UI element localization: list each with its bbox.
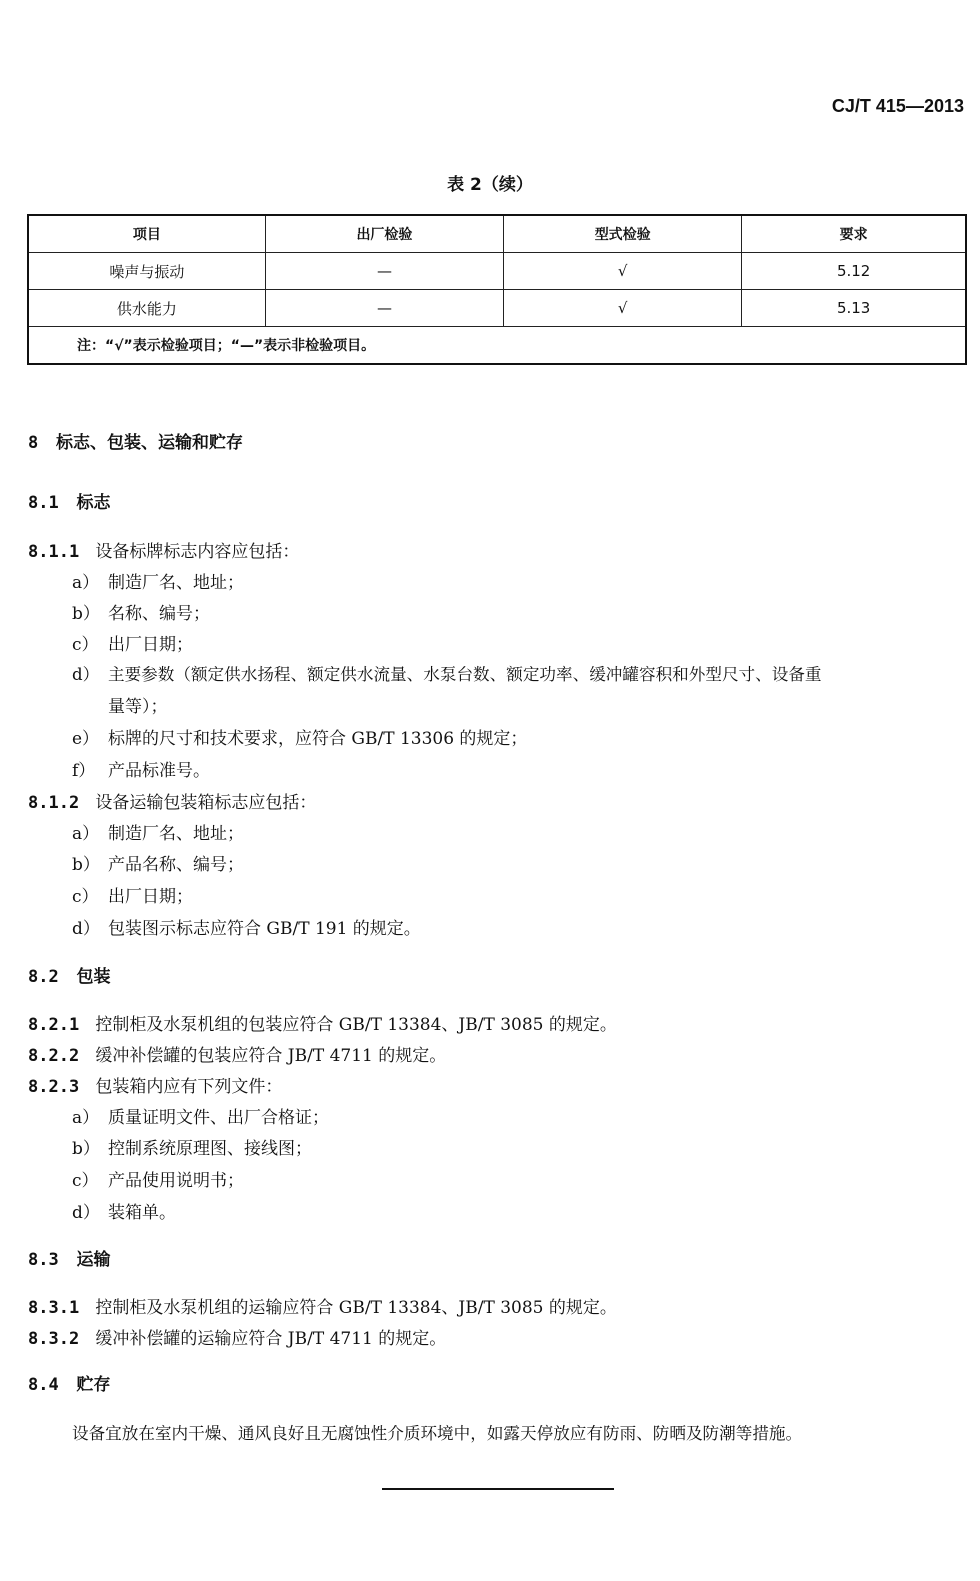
clause-8-2-3: 8.2.3 包装箱内应有下列文件： [28, 1077, 283, 1097]
end-rule [382, 1488, 614, 1490]
section-8-2-heading: 8.2 包装 [28, 967, 111, 987]
list-item: d） 装箱单。 [72, 1203, 176, 1223]
table-title: 表 2（续） [447, 175, 533, 195]
clause-8-1-1: 8.1.1 设备标牌标志内容应包括： [28, 542, 300, 562]
list-item: b） 名称、编号； [72, 604, 210, 624]
section-8-1-heading: 8.1 标志 [28, 493, 111, 513]
clause-8-3-2: 8.3.2 缓冲补偿罐的运输应符合 JB/T 4711 的规定。 [28, 1329, 447, 1349]
table-note: 注：“√”表示检验项目；“—”表示非检验项目。 [28, 327, 966, 365]
clause-8-1-2: 8.1.2 设备运输包装箱标志应包括： [28, 793, 317, 813]
section-8-heading: 8 标志、包装、运输和贮存 [28, 433, 244, 453]
table-cell: 噪声与振动 [28, 253, 265, 290]
table-cell: — [265, 253, 503, 290]
list-item: b） 控制系统原理图、接线图； [72, 1139, 312, 1159]
table-cell: √ [504, 253, 742, 290]
table-row [28, 253, 966, 290]
table-header-row [28, 215, 966, 253]
list-item: a） 制造厂名、地址； [72, 573, 244, 593]
table-header-cell: 项目 [28, 215, 265, 253]
table-header-cell: 型式检验 [504, 215, 742, 253]
section-8-4-heading: 8.4 贮存 [28, 1375, 111, 1395]
list-item: c） 产品使用说明书； [72, 1171, 244, 1191]
list-item-continuation: 量等）； [108, 697, 168, 717]
table-header-cell: 要求 [742, 215, 966, 253]
table-cell: 5.12 [742, 253, 966, 290]
list-item: a） 质量证明文件、出厂合格证； [72, 1108, 329, 1128]
list-item: a） 制造厂名、地址； [72, 824, 244, 844]
inspection-table [27, 214, 967, 365]
list-item: d） 包装图示标志应符合 GB/T 191 的规定。 [72, 919, 421, 939]
storage-paragraph: 设备宜放在室内干燥、通风良好且无腐蚀性介质环境中，如露天停放应有防雨、防晒及防潮等措施。 [72, 1424, 803, 1443]
clause-8-2-2: 8.2.2 缓冲补偿罐的包装应符合 JB/T 4711 的规定。 [28, 1046, 447, 1066]
table-cell: 供水能力 [28, 290, 265, 327]
list-item: f） 产品标准号。 [72, 761, 210, 781]
list-item: c） 出厂日期； [72, 635, 193, 655]
list-item: b） 产品名称、编号； [72, 855, 244, 875]
clause-8-3-1: 8.3.1 控制柜及水泵机组的运输应符合 GB/T 13384、JB/T 3085 的规定。 [28, 1298, 617, 1318]
table-header-cell: 出厂检验 [265, 215, 503, 253]
table-note-row [28, 327, 966, 365]
section-8-3-heading: 8.3 运输 [28, 1250, 111, 1270]
list-item: c） 出厂日期； [72, 887, 193, 907]
table-cell: √ [504, 290, 742, 327]
table-row [28, 290, 966, 327]
list-item: e） 标牌的尺寸和技术要求，应符合 GB/T 13306 的规定； [72, 729, 528, 749]
table-cell: 5.13 [742, 290, 966, 327]
standard-code: CJ/T 415—2013 [831, 96, 964, 116]
list-item: d） 主要参数（额定供水扬程、额定供水流量、水泵台数、额定功率、缓冲罐容积和外型尺寸、设备重 [72, 665, 822, 684]
table-cell: — [265, 290, 503, 327]
clause-8-2-1: 8.2.1 控制柜及水泵机组的包装应符合 GB/T 13384、JB/T 3085 的规定。 [28, 1015, 617, 1035]
